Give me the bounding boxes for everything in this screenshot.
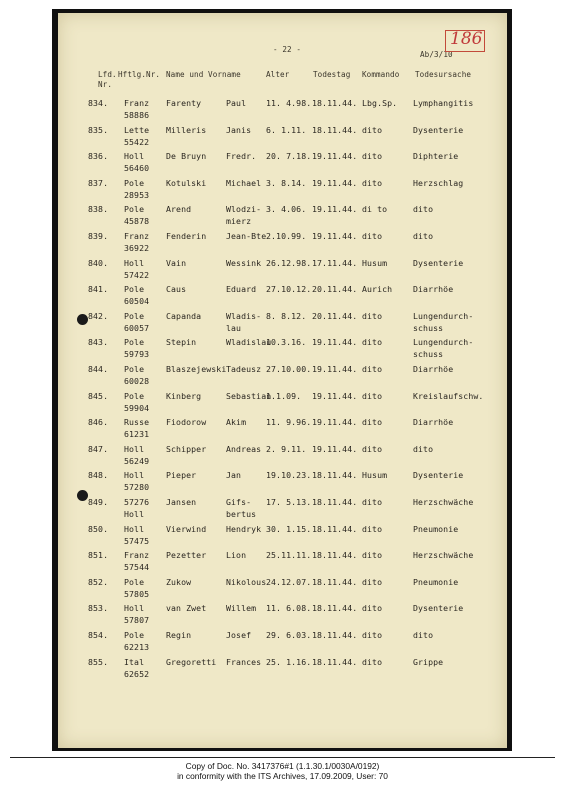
- cell-alter: 3. 4.06.: [266, 204, 307, 215]
- cell-vorname: Tadeusz: [226, 364, 262, 374]
- cell-nat: Pole: [124, 310, 145, 321]
- cell-ursache: schuss: [413, 322, 444, 333]
- cell-lfd: 848.: [88, 470, 109, 481]
- cell-kommando: dito: [362, 390, 383, 401]
- cell-ursache: Diphterie: [413, 151, 459, 162]
- punch-hole: [77, 314, 88, 325]
- cell-vorname: Nikolous: [226, 576, 267, 587]
- cell-alter: 3. 8.14.: [266, 177, 307, 188]
- cell-vorname: Jan: [226, 470, 242, 481]
- cell-ursache: Diarrhöe: [413, 284, 454, 295]
- cell-todestag: 18.11.44.: [312, 98, 358, 108]
- cell-todestag: 18.11.44.: [312, 603, 358, 614]
- cell-todestag: 19.11.44.: [312, 151, 358, 162]
- cell-todestag: 19.11.44.: [312, 204, 358, 215]
- cell-kommando: dito: [362, 177, 383, 188]
- cell-kommando: dito: [362, 603, 383, 614]
- cell-todestag: 19.11.44.: [312, 390, 358, 401]
- cell-kommando: dito: [362, 523, 383, 534]
- cell-lfd: 840.: [88, 257, 109, 268]
- cell-alter: 17. 5.13.: [266, 497, 312, 507]
- cell-vorname: Wladis-: [226, 310, 262, 321]
- cell-name: Pezetter: [166, 550, 207, 561]
- cell-alter: 27.10.12.: [266, 284, 312, 295]
- cell-hnr: 57280: [124, 482, 150, 493]
- cell-alter: 11. 4.98.: [266, 98, 312, 108]
- cell-hnr: Holl: [124, 509, 145, 519]
- cell-hnr: 60028: [124, 376, 150, 386]
- cell-vorname: Jean-Bte: [226, 231, 267, 241]
- cell-nat: Holl: [124, 257, 145, 268]
- cell-vorname: Paul: [226, 98, 247, 108]
- cell-hnr: 57475: [124, 535, 150, 546]
- cell-todestag: 18.11.44.: [312, 550, 358, 561]
- cell-todestag: 18.11.44.: [312, 523, 358, 534]
- cell-hnr: 57544: [124, 562, 150, 573]
- cell-name: Zukow: [166, 576, 192, 587]
- cell-hnr: 59904: [124, 402, 150, 413]
- cell-nat: Pole: [124, 630, 145, 640]
- cell-todestag: 17.11.44.: [312, 257, 358, 268]
- cell-alter: 6. 1.11.: [266, 124, 307, 135]
- cell-alter: 27.10.00.: [266, 364, 312, 374]
- cell-name: Capanda: [166, 310, 202, 321]
- cell-alter: 2. 9.11.: [266, 443, 307, 454]
- cell-vorname: Akim: [226, 417, 247, 428]
- cell-alter: 11. 6.08.: [266, 603, 312, 614]
- cell-alter: 1.1.09.: [266, 390, 302, 401]
- cell-name: Caus: [166, 284, 187, 295]
- cell-vorname: Fredr.: [226, 151, 257, 162]
- cell-name: Kotulski: [166, 177, 207, 188]
- cell-nat: Pole: [124, 364, 145, 374]
- cell-hnr: 56460: [124, 163, 150, 174]
- cell-name: Fiodorow: [166, 417, 207, 428]
- cell-name: Stepin: [166, 337, 197, 348]
- cell-kommando: di to: [362, 204, 388, 215]
- cell-ursache: dito: [413, 231, 434, 241]
- cell-ursache: Kreislaufschw.: [413, 390, 484, 401]
- cell-nat: Franz: [124, 231, 150, 241]
- cell-name: Arend: [166, 204, 192, 215]
- cell-vorname: Andreas: [226, 443, 262, 454]
- cell-todestag: 18.11.44.: [312, 124, 358, 135]
- cell-todestag: 18.11.44.: [312, 630, 358, 640]
- cell-ursache: dito: [413, 204, 434, 215]
- cell-ursache: schuss: [413, 349, 444, 360]
- cell-lfd: 851.: [88, 550, 109, 561]
- cell-todestag: 18.11.44.: [312, 576, 358, 587]
- cell-vorname: lau: [226, 322, 242, 333]
- cell-name: Kinberg: [166, 390, 202, 401]
- cell-todestag: 19.11.44.: [312, 443, 358, 454]
- cell-name: Regin: [166, 630, 192, 640]
- cell-alter: 25.11.11.: [266, 550, 312, 561]
- cell-kommando: dito: [362, 231, 383, 241]
- cell-todestag: 19.11.44.: [312, 417, 358, 428]
- cell-name: Milleris: [166, 124, 207, 135]
- cell-hnr: 55422: [124, 136, 150, 147]
- cell-alter: 25. 1.16.: [266, 656, 312, 667]
- cell-todestag: 18.11.44.: [312, 656, 358, 667]
- cell-kommando: dito: [362, 656, 383, 667]
- cell-todestag: 19.11.44.: [312, 177, 358, 188]
- cell-vorname: Michael: [226, 177, 262, 188]
- cell-kommando: dito: [362, 576, 383, 587]
- cell-hnr: 60057: [124, 322, 150, 333]
- cell-nat: Franz: [124, 550, 150, 561]
- cell-vorname: mierz: [226, 216, 252, 227]
- cell-kommando: Husum: [362, 257, 388, 268]
- cell-ursache: Herzschlag: [413, 177, 464, 188]
- cell-name: Vain: [166, 257, 187, 268]
- cell-alter: 24.12.07.: [266, 576, 312, 587]
- cell-kommando: dito: [362, 497, 383, 507]
- header-name: Name und Vorname: [166, 70, 241, 79]
- cell-nat: Holl: [124, 523, 145, 534]
- cell-alter: 11. 9.96.: [266, 417, 312, 428]
- cell-vorname: bertus: [226, 509, 257, 519]
- cell-kommando: dito: [362, 337, 383, 348]
- cell-lfd: 845.: [88, 390, 109, 401]
- cell-todestag: 18.11.44.: [312, 470, 358, 481]
- cell-lfd: 834.: [88, 98, 109, 108]
- footer-conformity-line: in conformity with the ITS Archives, 17.09.2009, User: 70: [177, 771, 388, 781]
- cell-nat: Pole: [124, 177, 145, 188]
- cell-lfd: 841.: [88, 284, 109, 295]
- cell-ursache: Herzschwäche: [413, 550, 474, 561]
- cell-lfd: 835.: [88, 124, 109, 135]
- footer-copy-line: Copy of Doc. No. 3417376#1 (1.1.30.1/0030A/0192): [185, 761, 380, 771]
- header-nr: Nr.: [98, 80, 113, 89]
- cell-lfd: 854.: [88, 630, 109, 640]
- cell-nat: Pole: [124, 337, 145, 348]
- cell-ursache: Lungendurch-: [413, 310, 474, 321]
- cell-kommando: Lbg.Sp.: [362, 98, 398, 108]
- header-hftlg-nr: Hftlg.Nr.: [118, 70, 161, 79]
- cell-kommando: dito: [362, 417, 383, 428]
- cell-kommando: dito: [362, 550, 383, 561]
- cell-ursache: Dysenterie: [413, 124, 464, 135]
- cell-lfd: 846.: [88, 417, 109, 428]
- cell-ursache: Herzschwäche: [413, 497, 474, 507]
- cell-nat: Franz: [124, 98, 150, 108]
- cell-vorname: Gifs-: [226, 497, 252, 507]
- cell-vorname: Willem: [226, 603, 257, 614]
- cell-kommando: dito: [362, 630, 383, 640]
- cell-ursache: Diarrhöe: [413, 364, 454, 374]
- cell-hnr: 62652: [124, 668, 150, 679]
- cell-vorname: Eduard: [226, 284, 257, 295]
- cell-todestag: 19.11.44.: [312, 337, 358, 348]
- cell-name: van Zwet: [166, 603, 207, 614]
- cell-hnr: 62213: [124, 642, 150, 652]
- cell-name: Farenty: [166, 98, 202, 108]
- cell-nat: Pole: [124, 204, 145, 215]
- cell-nat: Lette: [124, 124, 150, 135]
- cell-ursache: dito: [413, 630, 434, 640]
- punch-hole: [77, 490, 88, 501]
- cell-ursache: Lymphangitis: [413, 98, 474, 108]
- cell-name: Gregoretti: [166, 656, 217, 667]
- cell-vorname: Wladislau: [226, 337, 272, 348]
- cell-kommando: dito: [362, 310, 383, 321]
- cell-nat: Holl: [124, 470, 145, 481]
- cell-lfd: 852.: [88, 576, 109, 587]
- header-alter: Alter: [266, 70, 290, 79]
- page-number: - 22 -: [273, 45, 302, 54]
- cell-vorname: Hendryk: [226, 523, 262, 534]
- cell-hnr: 61231: [124, 429, 150, 440]
- cell-name: Jansen: [166, 497, 197, 507]
- cell-alter: 8. 8.12.: [266, 310, 307, 321]
- cell-name: Fenderin: [166, 231, 207, 241]
- cell-alter: 20. 7.18.: [266, 151, 312, 162]
- cell-vorname: Lion: [226, 550, 247, 561]
- cell-nat: Pole: [124, 390, 145, 401]
- cell-ursache: Lungendurch-: [413, 337, 474, 348]
- cell-vorname: Janis: [226, 124, 252, 135]
- cell-kommando: dito: [362, 443, 383, 454]
- cell-hnr: 59793: [124, 349, 150, 360]
- cell-lfd: 849.: [88, 497, 109, 507]
- cell-lfd: 843.: [88, 337, 109, 348]
- header-lfd: Lfd.: [98, 70, 117, 79]
- cell-todestag: 19.11.44.: [312, 231, 358, 241]
- cell-lfd: 853.: [88, 603, 109, 614]
- cell-nat: Pole: [124, 576, 145, 587]
- cell-hnr: 58886: [124, 110, 150, 120]
- cell-ursache: Pneumonie: [413, 576, 459, 587]
- cell-alter: 29. 6.03.: [266, 630, 312, 640]
- header-todestag: Todestag: [313, 70, 351, 79]
- cell-kommando: dito: [362, 151, 383, 162]
- cell-todestag: 20.11.44.: [312, 310, 358, 321]
- cell-todestag: 18.11.44.: [312, 497, 358, 507]
- cell-ursache: Dysenterie: [413, 470, 464, 481]
- cell-alter: 26.12.98.: [266, 257, 312, 268]
- cell-nat: Holl: [124, 603, 145, 614]
- cell-kommando: Aurich: [362, 284, 393, 295]
- cell-vorname: Wlodzi-: [226, 204, 262, 215]
- cell-hnr: 56249: [124, 455, 150, 466]
- cell-todestag: 19.11.44.: [312, 364, 358, 374]
- cell-name: Blaszejewski: [166, 364, 227, 374]
- cell-todestag: 20.11.44.: [312, 284, 358, 295]
- footer-divider: [10, 757, 555, 758]
- cell-lfd: 839.: [88, 231, 109, 241]
- cell-name: Pieper: [166, 470, 197, 481]
- cell-lfd: 850.: [88, 523, 109, 534]
- cell-nat: Holl: [124, 443, 145, 454]
- cell-name: De Bruyn: [166, 151, 207, 162]
- cell-vorname: Josef: [226, 630, 252, 640]
- header-todesursache: Todesursache: [415, 70, 472, 79]
- cell-hnr: 57807: [124, 615, 150, 626]
- cell-alter: 19.10.23.: [266, 470, 312, 481]
- cell-hnr: 36922: [124, 243, 150, 253]
- cell-nat: 57276: [124, 497, 150, 507]
- cell-kommando: Husum: [362, 470, 388, 481]
- cell-lfd: 847.: [88, 443, 109, 454]
- cell-lfd: 836.: [88, 151, 109, 162]
- cell-vorname: Frances: [226, 656, 262, 667]
- document-reference: Ab/3/10: [420, 50, 453, 59]
- cell-ursache: Grippe: [413, 656, 444, 667]
- cell-nat: Holl: [124, 151, 145, 162]
- cell-lfd: 842.: [88, 310, 109, 321]
- cell-lfd: 838.: [88, 204, 109, 215]
- cell-name: Vierwind: [166, 523, 207, 534]
- cell-nat: Russe: [124, 417, 150, 428]
- cell-ursache: Dysenterie: [413, 603, 464, 614]
- cell-hnr: 57422: [124, 269, 150, 280]
- cell-ursache: dito: [413, 443, 434, 454]
- cell-alter: 10.3.16.: [266, 337, 307, 348]
- cell-nat: Ital: [124, 656, 145, 667]
- cell-hnr: 28953: [124, 189, 150, 200]
- header-kommando: Kommando: [362, 70, 400, 79]
- cell-ursache: Dysenterie: [413, 257, 464, 268]
- cell-hnr: 45878: [124, 216, 150, 227]
- archive-stamp-number: 186: [450, 29, 483, 49]
- cell-vorname: Sebastian: [226, 390, 272, 401]
- cell-name: Schipper: [166, 443, 207, 454]
- cell-lfd: 844.: [88, 364, 109, 374]
- cell-alter: 30. 1.15.: [266, 523, 312, 534]
- cell-nat: Pole: [124, 284, 145, 295]
- cell-hnr: 60504: [124, 296, 150, 307]
- cell-kommando: dito: [362, 364, 383, 374]
- cell-alter: 2.10.99.: [266, 231, 307, 241]
- cell-ursache: Diarrhöe: [413, 417, 454, 428]
- cell-vorname: Wessink: [226, 257, 262, 268]
- cell-lfd: 837.: [88, 177, 109, 188]
- cell-hnr: 57805: [124, 588, 150, 599]
- cell-kommando: dito: [362, 124, 383, 135]
- cell-lfd: 855.: [88, 656, 109, 667]
- cell-ursache: Pneumonie: [413, 523, 459, 534]
